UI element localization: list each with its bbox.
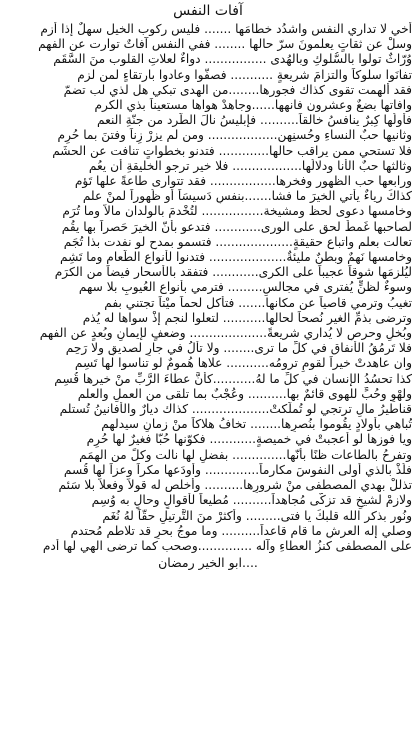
verse-line: على المصطفى كنزُ العطاءِ وآله ..............وصحب كما ترضى الهي لها أدم <box>42 538 412 553</box>
verse-line: وخامسها دعوى لحظ ومشيخة................ لتُخْدمَ بالولدان مالاً وما تُرَم <box>62 204 412 219</box>
verse-line: فلُذْ بالذي أولى النفوسَ مكارماً.............. وأودَعها مكراً وعزاً لها قُسم <box>63 462 412 477</box>
verse-line: ولهْوٍ وحُبٍّ للهوى قائمٌ بها.......... وعُجْبٌ بما تلقى من العملِ والعلم <box>77 386 412 401</box>
verse-line: أخي لا تداري النفس واشدُد خطامَها ....... فليس ركوب الخيل سهلٌ إذا أزم <box>40 22 412 36</box>
verse-line: وسلْ عن ثقاتٍ يعلمونَ سرّ حالها ........ ففي النفس آفاتٌ توارت عن الفهم <box>38 37 412 52</box>
verse-line: وثالثها حبٌ الأنا ودلالُها.................. فلا خير ترجو الخليقةِ أن يعُم <box>88 158 412 173</box>
verse-line: ولازمْ لشيخٍ قد تزكّى مُجاهداً.......... مُطيعاً لأقوالٍ وحالٍ به وُسِم <box>91 493 412 508</box>
verse-line: فلا تستحي ممن يراقب حالها............. فتدنو بخطواتٍ تنافت عن الحشَم <box>52 143 412 158</box>
verse-line: ونُور بذكر الله قلبكَ يا فتى......... وأكثرْ منَ التَّرتيلِ حقّاً لهُ نُغَم <box>102 508 412 523</box>
verse-line: فقد ألهمت تقوى كذاك فجورها........من الهدى تبكي هل لذي لب تضمّ <box>63 82 412 97</box>
verse-line: فلا تَرمُقُ الأنفاق في كلِّ ما ترى........ ولا تأْلُ في جارٍ لصديقٍ ولا رَحِم <box>65 341 412 356</box>
verse-line: وسوءٌ لظنٍّ يُفترى في مجالسِ......... فترمي بأنواع العُيوبِ بلا سهم <box>78 280 412 295</box>
verse-line: كذاكَ رياءٌ يأتي الخيرَ ما فشا.......بنفسٍ دَسيسَاً أو ظُهوراً لمنْ علم <box>82 189 412 204</box>
verse-line: وان عاهدتْ خيراً لقومٍ ترومُه........... علاها هُمومٌ لو تناسوا لها تَسِم <box>74 356 412 371</box>
verse-line: كذا تحسُدُ الإنسان في كلِّ ما لهُ...........كأنَّ عطاءَ الرَّبِّ منْ خيرها قُسِم <box>54 371 412 386</box>
verse-line: قناطيرُ مالٍ ترتجي لو تُملَّكتْ.................... كذاك ديارٌ والأفانينُ تُستلم <box>59 402 412 417</box>
poem-body <box>4 22 412 554</box>
verse-line: وخامسها نَهمٌ وبطنٌ مليئةٌ.................... فتدنوا لأنواعِ الطّعام وما تَشِم <box>60 250 412 265</box>
verse-line: تغيبُ وترمي قاصياً عن مكانها....... فتأكل لحماً ميْتاً تجتني بفم <box>104 295 412 310</box>
verse-line: وبُخلٍ وحرصٍ لا يُداري شريعةً.................... وضعفٍ لإيمانٍ وبُعدٍ عن الفهم <box>39 326 412 341</box>
verse-line: لصاحبها غَمطٌ لحق على الورى............ فتدعو بأنّ الخيرَ حَصراً بها يقُم <box>61 219 412 234</box>
verse-line: تعالت بعلم واتباعِ حقيقةٍ.................... فتسمو بمدحٍ لو نفدت بذا تُجَم <box>63 234 412 249</box>
verse-line: وترضى بذمِّ الغير نُصحاً لحالها........... لتعلوا لنجمِ إذْ سواها له يُذم <box>82 310 412 325</box>
verse-line: تذللْ بهدي المصطفى منْ شرورِها.......... وأخلص له قولاً وفعلاً بلا سَئم <box>58 478 412 493</box>
poem-signature: ....ابو الخير رمضان <box>158 555 258 571</box>
verse-line: تُباهي بأولادٍ يقُوموا بنُصرِها........ تخافُ هلاكاً منْ زمانٍ سيدلهم <box>101 417 412 432</box>
verse-line: فأولُها كِبرٌ ينافسُ خالقاً.......... فإبليسُ نالَ الطَّرد من جنّةِ النعم <box>97 113 412 128</box>
poem-title: آفات النفس <box>173 3 243 19</box>
verse-line: وصلي إله العرشِ ما قام قاعداً.......... وما موجُ بحرٍ قد تلاطم مُحتدم <box>70 523 412 538</box>
verse-line: وافاتها بضعٌ وعشرون فانهها......وجاهدْ هواها مستعيناً بذي الكرم <box>94 98 412 113</box>
verse-line: وثانيها حبٌ النساءِ وحُسنِهن.................. ومن لم يزرْ زِناً وفتنَ بما حُرِم <box>57 128 412 143</box>
verse-line: تفانَوا سلوكاً والتزامَ شريعةٍ ........... فصفُّوا وعادوا بارتقاءٍ لمن لزم <box>77 67 412 82</box>
verse-line: ليُلزمَها شوقاً عجيباً على الكرى............ فتفقد بالأسحار فيضاً من الكرَم <box>54 265 412 280</box>
verse-line: وُرّاثٌ تولوا بالسُّلوكِ وبالهُدى ................ دواءٌ لعلاتِ القلوب منَ السَّقَم <box>53 52 412 67</box>
verse-line: ورابعها حب الظهور وفخرها................. فقد تتوارى طاعةً علها تَؤم <box>74 174 412 189</box>
verse-line: وتفرحُ بالطاعات ظنًا بأنّها.............. بفضلٍ لها نالت وكلٍّ من الهِمَم <box>79 447 412 462</box>
verse-line: ويا فوزها لو أعجبتْ في خميصةٍ............ فكوّنها حُبّا فغيرٌ لها حُرِم <box>86 432 412 447</box>
